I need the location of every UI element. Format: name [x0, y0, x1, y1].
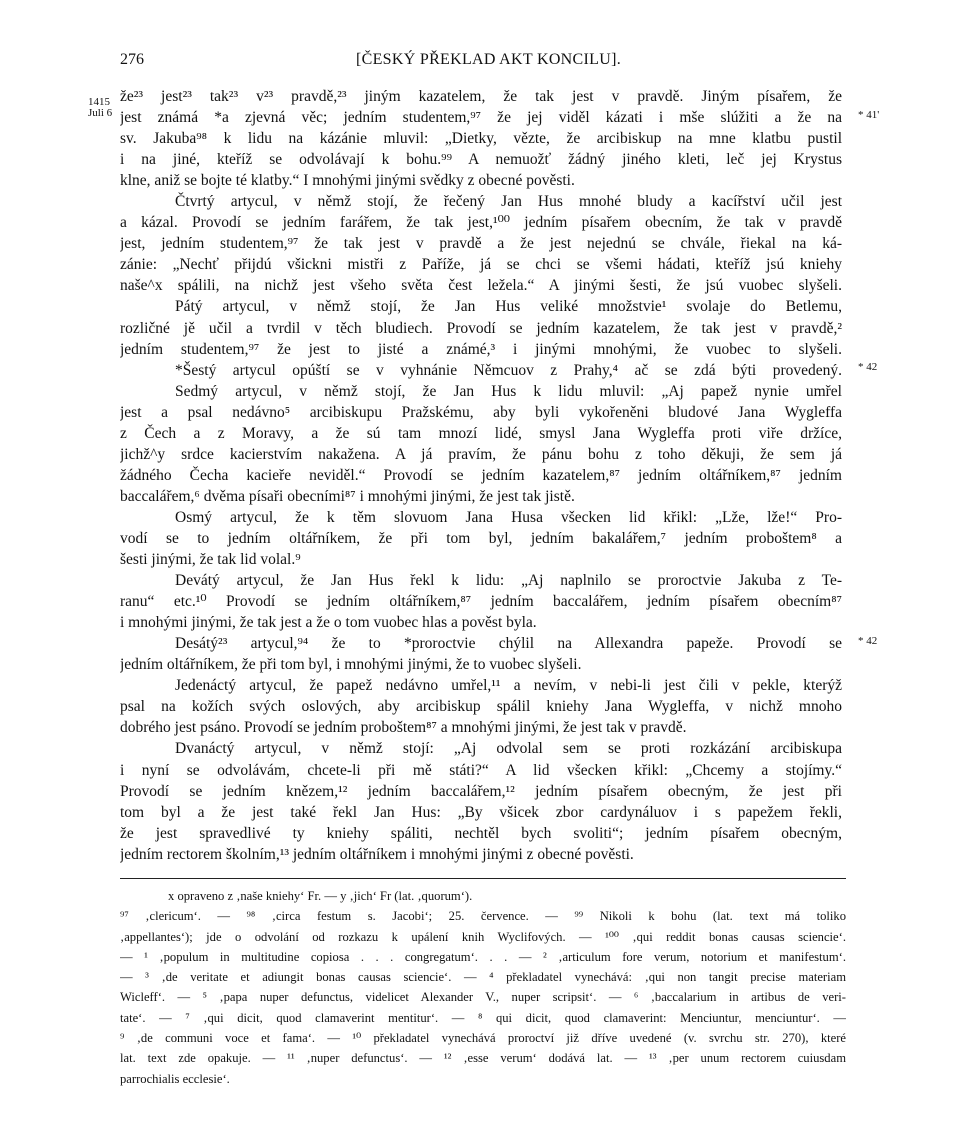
- body-line: jest, jedním studentem,⁹⁷ že tak jest v pravdě a že jest nejednú se chvále, řiekal na ká-: [120, 235, 842, 253]
- body-line: jedním oltářníkem, že při tom byl, i mnohými jinými, že to vuobec slyšeli.: [120, 656, 582, 674]
- body-line: Osmý artycul, že k těm slovuom Jana Husa všecken lid křikl: „Lže, lže!“ Pro-: [175, 508, 842, 526]
- body-line: rozličné jě učil a tvrdil v těch bludiech. Provodí se jedním kazatelem, že tak jest v pravdě,²: [120, 319, 842, 337]
- body-line: dobrého jest psáno. Provodí se jedním proboštem⁸⁷ a mnohými jinými, že jest tak v pravdě.: [120, 719, 687, 737]
- body-line: i mnohými jinými, že tak jest a že o tom vuobec hlas a pověst byla.: [120, 614, 537, 632]
- body-line: jedním studentem,⁹⁷ že jest to jisté a známé,³ i jinými mnohými, že vuobec to slyšeli.: [120, 340, 842, 358]
- body-line: baccalářem,⁶ dvěma písaři obecními⁸⁷ i mnohými jinými, že jest tak jistě.: [120, 487, 575, 505]
- body-line: že²³ jest²³ tak²³ v²³ pravdě,²³ jiným kazatelem, že tak jest v pravdě. Jiným písařem, že: [120, 88, 842, 105]
- body-line: i na jiné, kteříž se odvolávají k bohu.⁹⁹ A nemuožť žádný jiného kleti, leč jej Krystus: [120, 151, 842, 169]
- body-line: Dvanáctý artycul, v němž stojí: „Aj odvolal sem se proti rozkázání arcibiskupa: [175, 740, 842, 758]
- body-line: Pátý artycul, v němž stojí, že Jan Hus veliké množstvie¹ svolaje do Betlemu,: [175, 298, 842, 316]
- body-line: že jest spravedlivé ty kniehy spáliti, nechtěl bych svoliti“; jedním písařem obecným,: [120, 824, 842, 842]
- body-line: tom byl a že jest také řekl Jan Hus: „By všicek zbor cardynáluov i s papežem řekli,: [120, 803, 842, 821]
- body-line: i nyní se odvolávám, chcete-li při mě státi?“ A lid všecken křikl: „Chcemy a stojímy.“: [120, 761, 842, 779]
- body-line: jest a psal nedávno⁵ arcibiskupu Pražskému, aby byli vykořeněni bludové Jana Wygleffa: [120, 403, 842, 421]
- body-line: Jedenáctý artycul, že papež nedávno umřel,¹¹ a nevím, v nebi-li jest čili v pekle, kterýž: [175, 677, 842, 695]
- body-line: z Čech a z Moravy, a že sú tam mnozí lidé, smysl Jana Wygleffa proti viře držíce,: [120, 424, 842, 442]
- margin-date-day: Juli 6: [88, 107, 113, 119]
- footnotes: [120, 886, 846, 1089]
- footnote-line: ⁹⁷ ‚clericum‘. — ⁹⁸ ‚circa festum s. Jacobi‘; 25. července. — ⁹⁹ Nikoli k bohu (lat. text má toliko: [120, 909, 846, 924]
- footnote-line: x opraveno z ‚naše kniehy‘ Fr. — y ‚jich‘ Fr (lat. ‚quorum‘).: [168, 889, 473, 903]
- body-line: Čtvrtý artycul, v němž stojí, že řečený Jan Hus mnohé bludy a kacířství učil jest: [175, 193, 842, 211]
- body-line: jest známá *a zjevná věc; jedním studentem,⁹⁷ že jej viděl kázati i mše slúžiti a že na: [120, 109, 842, 127]
- body-line: vodí se to jedním oltářníkem, že při tom byl, jedním bakalářem,⁷ jedním proboštem⁸ a: [120, 529, 842, 547]
- margin-folio-note: * 41': [858, 109, 880, 121]
- body-line: sv. Jakuba⁹⁸ k lidu na kázánie mluvil: „Dietky, vězte, že arcibiskup na mne klatbu pustil: [120, 130, 842, 148]
- margin-folio-note: * 42: [858, 361, 878, 373]
- body-line: Sedmý artycul, v němž stojí, že Jan Hus k lidu mluvil: „Aj papež nynie umřel: [175, 382, 842, 400]
- body-line: Desátý²³ artycul,⁹⁴ že to *proroctvie chýlil na Allexandra papeže. Provodí se: [175, 635, 842, 653]
- page-number: 276: [120, 51, 144, 68]
- page-header: [120, 51, 850, 73]
- footnote-line: lat. text zde opakuje. — ¹¹ ‚nuper defunctus‘. — ¹² ‚esse verum‘ dodává lat. — ¹³ ‚per unum rectorem cuiusdam: [120, 1051, 846, 1066]
- body-line: jedním rectorem školním,¹³ jedním oltářníkem i mnohými jinými z obecné pověsti.: [120, 845, 634, 863]
- footnote-line: — ³ ‚de veritate et adiungit bonas causas sciencie‘. — ⁴ překladatel vynechává: ‚qui non tangit precise materiam: [120, 970, 846, 985]
- body-text: [120, 86, 842, 865]
- body-line: žádného Čecha kacieře neviděl.“ Provodí se jedním kazatelem,⁸⁷ jedním oltářníkem,⁸⁷ jedním: [120, 466, 842, 484]
- footnote-line: tate‘. — ⁷ ‚qui dicit, quod clamaverint mentitur‘. — ⁸ qui dicit, quod clamaverint: Menciuntur, menciuntur‘. —: [120, 1010, 846, 1025]
- footnote-divider: [120, 878, 846, 879]
- margin-folio-note: * 42: [858, 635, 878, 647]
- body-line: ranu“ etc.¹⁰ Provodí se jedním oltářníkem,⁸⁷ jedním baccalářem, jedním písařem obecním⁸⁷: [120, 593, 842, 611]
- body-line: psal na kožích svých oslových, aby arcibiskup spálil kniehy Jana Wygleffa, v nichž mnoho: [120, 698, 842, 716]
- body-line: Devátý artycul, že Jan Hus řekl k lidu: „Aj naplnilo se proroctvie Jakuba z Te-: [175, 572, 842, 590]
- body-line: Provodí se jedním knězem,¹² jedním baccalářem,¹² jedním písařem obecným, že jest při: [120, 782, 842, 800]
- body-line: klne, aniž se bojte té klatby.“ I mnohými jinými svědky z obecné pověsti.: [120, 172, 575, 190]
- body-line: šesti jinými, že tak lid volal.⁹: [120, 551, 301, 569]
- body-line: jichž^y srdce kacierstvím nakažena. A já pravím, že pánu bohu z toho děkuji, že sem já: [120, 445, 842, 463]
- running-title: [ČESKÝ PŘEKLAD AKT KONCILU].: [356, 51, 621, 68]
- body-line: naše^x spálili, na nichž jest všeho světa čest ležela.“ A jinými šesti, že jsú vuobec slyšeli.: [120, 277, 842, 295]
- footnote-line: Wicleff‘. — ⁵ ‚papa nuper defunctus, videlicet Alexander V., nuper scripsit‘. — ⁶ ‚baccalarium in artibus de veri-: [120, 990, 846, 1005]
- footnote-line: ‚appellantes‘); jde o odvolání od rozkazu k upálení knih Wyclifových. — ¹⁰⁰ ‚qui reddit bonas causas sciencie‘.: [120, 929, 846, 944]
- footnote-line: — ¹ ‚populum in multitudine copiosa . . . congregatum‘. . . — ² ‚articulum fore verum, notorium et manifestum‘.: [120, 949, 846, 964]
- footnote-line: ⁹ ‚de communi voce et fama‘. — ¹⁰ překladatel vynechává proroctví již dříve uvedené (v. svrchu str. 270), které: [120, 1031, 846, 1046]
- margin-date-note: [88, 97, 112, 119]
- body-line: a kázal. Provodí se jedním farářem, že tak jest,¹⁰⁰ jedním písařem obecním, že tak v pravdě: [120, 214, 842, 232]
- body-line: zánie: „Nechť přijdú všickni mistři z Paříže, já se chci se všemi hádati, kteříž jsú kniehy: [120, 256, 842, 274]
- margin-date-year: 1415: [88, 96, 110, 108]
- body-line: *Šestý artycul opúští se v vyhnánie Němcuov z Prahy,⁴ ač se zdá býti provedený.: [175, 361, 842, 379]
- footnote-line: parrochialis ecclesie‘.: [120, 1071, 230, 1086]
